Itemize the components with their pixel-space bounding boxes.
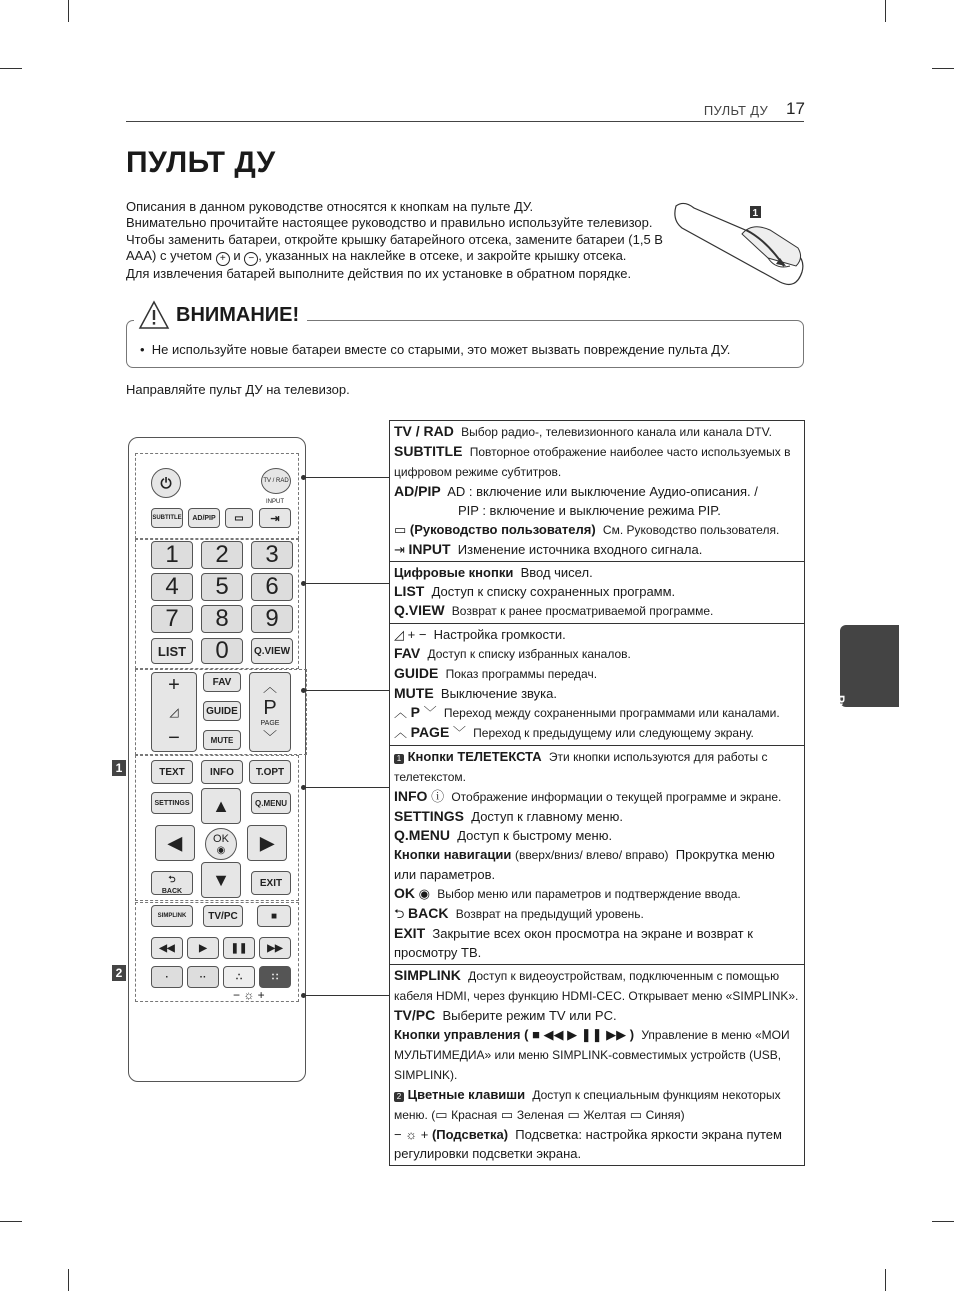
digit-button: 5 (201, 573, 243, 601)
key-description: Ввод чисел. (520, 565, 593, 580)
key-qualifier: (вверх/вниз/ влево/ вправо) (515, 848, 669, 862)
pointer-line (304, 583, 389, 584)
backlight-control: − ☼ + (233, 988, 265, 1002)
fast-forward-button: ▶▶ (259, 937, 291, 959)
ok-dot-icon: ◉ (418, 886, 430, 901)
key-description: Выбор радио-, телевизионного канала или канала DTV. (461, 425, 772, 439)
key-description: PIP : включение и выключение режима PIP. (458, 503, 721, 518)
warning-triangle-icon (138, 300, 170, 330)
input-button: ⇥ (259, 508, 291, 528)
chevron-up-icon: ︿ (394, 725, 408, 740)
page-number: 17 (786, 99, 805, 118)
key-label: Q.MENU (394, 827, 450, 843)
intro-line (126, 248, 686, 266)
info-icon: ⓘ (431, 789, 445, 804)
qview-button: Q.VIEW (251, 638, 293, 664)
intro-text: и (233, 247, 241, 263)
page-label: PAGE (260, 720, 280, 727)
key-label: SIMPLINK (394, 967, 461, 983)
key-label: (Руководство пользователя) (409, 522, 596, 537)
simplink-button: SIMPLINK (151, 905, 193, 927)
rewind-button: ◀◀ (151, 937, 183, 959)
volume-icon: ◿ (169, 705, 179, 719)
fav-button: FAV (203, 672, 241, 692)
intro-line: Для извлечения батарей выполните действия по их установке в обратном порядке. (126, 265, 632, 281)
power-button: ⏻ (151, 468, 181, 498)
key-label: Q.VIEW (394, 602, 445, 618)
key-label: AD/PIP (394, 483, 441, 499)
backlight-icon: − ☼ + (394, 1127, 429, 1142)
key-description: Настройка громкости. (433, 627, 566, 642)
chevron-up-icon: ︿ (394, 705, 408, 720)
crop-mark (68, 1269, 69, 1291)
key-label: MUTE (394, 685, 434, 701)
crop-mark (0, 68, 22, 69)
digit-button: 1 (151, 541, 193, 569)
key-description: Подсветка: настройка яркости экрана путем регулировки подсветки экрана. (394, 1127, 782, 1161)
input-icon: ⇥ (394, 542, 405, 557)
key-description: Управление в меню «МОИ МУЛЬТИМЕДИА» или меню SIMPLINK-совместимых устройств (USB, SIMPLINK). (394, 1028, 790, 1082)
key-label: SUBTITLE (394, 443, 463, 459)
settings-button: SETTINGS (151, 792, 193, 814)
key-label: INPUT (408, 541, 451, 557)
crop-mark (885, 0, 886, 22)
key-label: Цифровые кнопки (394, 565, 514, 580)
page-title: ПУЛЬТ ДУ (126, 146, 276, 179)
caution-text (140, 342, 730, 357)
desc-section-media (390, 965, 804, 1165)
key-label: TV / RAD (394, 423, 454, 439)
intro-line: Внимательно прочитайте настоящее руководство и правильно используйте телевизор. (126, 215, 653, 231)
running-header: ПУЛЬТ ДУ (703, 103, 768, 118)
back-button (151, 871, 193, 895)
color-label: Зеленая (516, 1108, 564, 1122)
key-description: Доступ к быстрому меню. (457, 828, 613, 843)
crop-mark (932, 1221, 954, 1222)
key-description: Доступ к списку сохраненных программ. (431, 584, 676, 599)
key-description: Выберите режим TV или PC. (442, 1008, 617, 1023)
stop-button: ■ (257, 905, 291, 927)
header-rule (126, 121, 804, 122)
digit-button: 2 (201, 541, 243, 569)
intro-line: Описания в данном руководстве относятся к кнопкам на пульте ДУ. (126, 199, 534, 214)
key-description: Закрытие всех окон просмотра на экране и возврат к просмотру ТВ. (394, 926, 753, 960)
key-description: Выбор меню или параметров и подтверждение ввода. (437, 887, 741, 901)
exit-button: EXIT (251, 871, 291, 895)
key-label: INFO (394, 788, 428, 804)
nav-right-button: ▶ (247, 825, 287, 861)
desc-section-top (390, 421, 804, 562)
digit-button-zero: 0 (201, 638, 243, 664)
topt-button: T.OPT (249, 760, 291, 784)
key-description: Прокрутка меню или параметров. (394, 847, 775, 882)
digit-button: 4 (151, 573, 193, 601)
key-description: Отображение информации о текущей программе и экране. (451, 790, 782, 804)
input-label: INPUT (266, 499, 284, 505)
key-label: EXIT (394, 925, 426, 941)
digit-button: 9 (251, 605, 293, 633)
crop-mark (68, 0, 69, 22)
chevron-down-icon: ﹀ (263, 729, 277, 745)
crop-mark (885, 1269, 886, 1291)
key-description: Выключение звука. (440, 686, 557, 701)
key-description: Переход между сохраненными программами или каналами. (443, 706, 780, 720)
desc-section-numbers (390, 562, 804, 624)
key-description: Доступ к списку избранных каналов. (427, 647, 631, 661)
key-label: P (410, 704, 420, 720)
subtitle-button: SUBTITLE (151, 508, 183, 528)
play-button: ▶ (187, 937, 219, 959)
chevron-up-icon: ︿ (263, 679, 277, 695)
intro-text: AAA) с учетом (126, 247, 213, 263)
pointer-line (304, 995, 389, 996)
user-guide-icon: ▭ (394, 522, 407, 537)
battery-marker: 1 (752, 208, 759, 219)
program-p-label: P (263, 697, 277, 719)
battery-cover-illustration (672, 200, 812, 296)
key-label: FAV (394, 645, 421, 661)
key-label: TV/PC (394, 1007, 436, 1023)
key-label: BACK (408, 905, 449, 921)
language-side-tab (833, 625, 899, 744)
desc-section-volume (390, 624, 804, 746)
desc-section-navigation (390, 746, 804, 965)
info-button: INFO (201, 760, 243, 784)
marker-2-icon: 2 (394, 1092, 404, 1102)
red-key-icon: ▭ (435, 1107, 448, 1122)
color-label: Красная (451, 1108, 498, 1122)
pointer-dot (301, 785, 306, 790)
pointer-line (304, 477, 389, 478)
key-description: Повторное отображение наиболее часто используемых в цифровом режиме субтитров. (394, 445, 791, 479)
guide-button: GUIDE (203, 701, 241, 721)
crop-mark (0, 1221, 22, 1222)
pointer-line (304, 690, 389, 691)
tv-rad-button: TV / RAD (261, 468, 291, 494)
color-label: Синяя (645, 1108, 681, 1122)
pointer-dot (301, 993, 306, 998)
program-page-rocker (249, 672, 291, 752)
intro-text: , указанных на наклейке в отсеке, и закройте крышку отсека. (258, 247, 627, 263)
key-description: Переход к предыдущему или следующему экрану. (473, 726, 754, 740)
key-description: Доступ к специальным функциям некоторых меню. ( (394, 1088, 781, 1122)
blue-key-button: ∷ (259, 966, 291, 988)
chevron-down-icon: ﹀ (423, 705, 437, 720)
key-description: Показ программы передач. (445, 667, 598, 681)
chevron-down-icon: ﹀ (452, 725, 466, 740)
key-label: PAGE (410, 724, 450, 740)
ok-dot-icon: ◉ (216, 844, 226, 856)
key-label: Цветные клавиши (407, 1087, 526, 1102)
ad-pip-button: AD/PIP (188, 508, 220, 528)
key-description: Возврат к ранее просматриваемой программе. (451, 604, 714, 618)
intro-line: Чтобы заменить батареи, откройте крышку батарейного отсека, замените батареи (1,5 В (126, 231, 663, 247)
volume-rocker (151, 672, 197, 752)
nav-down-button: ▼ (201, 862, 241, 898)
mute-button: MUTE (203, 730, 241, 750)
minus-icon: − (168, 727, 180, 749)
pointer-dot (301, 581, 306, 586)
key-label: SETTINGS (394, 808, 465, 824)
qmenu-button: Q.MENU (251, 792, 291, 814)
key-description: Эти кнопки используются для работы с телетекстом. (394, 750, 768, 784)
pause-button: ❚❚ (223, 937, 255, 959)
digit-button: 7 (151, 605, 193, 633)
digit-button: 6 (251, 573, 293, 601)
caution-sentence: Не используйте новые батареи вместе со старыми, это может вызвать повреждение пульта ДУ. (151, 342, 731, 357)
red-key-button: · (151, 966, 183, 988)
side-tab-label: Русский (833, 695, 847, 744)
key-description: Возврат на предыдущий уровень. (455, 907, 644, 921)
crop-mark (932, 68, 954, 69)
ok-label: OK (213, 832, 229, 845)
marker-1-icon: 1 (394, 754, 404, 764)
marker-2: 2 (112, 965, 126, 981)
key-description: ) (680, 1108, 685, 1122)
yellow-key-icon: ▭ (567, 1107, 580, 1122)
key-description: AD : включение или выключение Аудио-описания. / (447, 484, 758, 499)
button-description-table (389, 420, 805, 1166)
back-label: BACK (161, 887, 183, 895)
marker-1: 1 (112, 760, 126, 776)
bullet: • (140, 342, 145, 357)
intro-paragraph (126, 199, 686, 282)
green-key-button: ·· (187, 966, 219, 988)
plus-icon: + (168, 674, 180, 696)
pointer-dot (301, 688, 306, 693)
key-label: LIST (394, 583, 425, 599)
digit-button: 8 (201, 605, 243, 633)
key-label: GUIDE (394, 665, 439, 681)
key-description: Доступ к видеоустройствам, подключенным с помощью кабеля HDMI, через функцию HDMI-CEC. Открывает меню «SIMPLINK». (394, 969, 799, 1003)
minus-icon: − (244, 252, 258, 266)
color-label: Желтая (583, 1108, 627, 1122)
green-key-icon: ▭ (500, 1107, 514, 1122)
back-arrow-icon: ⮌ (168, 873, 176, 884)
key-label: Кнопки навигации (394, 847, 512, 862)
remote-control-illustration (128, 437, 306, 1082)
caution-header (134, 300, 307, 330)
caution-title: ВНИМАНИЕ! (176, 303, 300, 326)
volume-plus-minus-icon: ◿ + − (394, 627, 427, 642)
blue-key-icon: ▭ (629, 1107, 643, 1122)
key-description: Доступ к главному меню. (471, 809, 623, 824)
media-controls-icon: ■ ◀◀ ▶ ❚❚ ▶▶ (528, 1027, 630, 1042)
back-arrow-icon: ⮌ (394, 906, 405, 921)
key-label: (Подсветка) (431, 1127, 509, 1142)
yellow-key-button: ∴ (223, 966, 255, 988)
key-label: OK (394, 885, 415, 901)
pointer-line (304, 787, 389, 788)
key-label: Кнопки ТЕЛЕТЕКСТА (407, 749, 542, 764)
tvpc-button: TV/PC (203, 905, 243, 927)
pointer-dot (301, 475, 306, 480)
aim-instruction: Направляйте пульт ДУ на телевизор. (126, 382, 350, 397)
text-button: TEXT (151, 760, 193, 784)
list-button: LIST (151, 638, 193, 664)
nav-up-button: ▲ (201, 788, 241, 824)
plus-icon: + (216, 252, 230, 266)
key-label: ) (629, 1027, 635, 1042)
key-description: См. Руководство пользователя. (602, 523, 780, 537)
ok-button (205, 828, 237, 860)
digit-button: 3 (251, 541, 293, 569)
key-label: Кнопки управления ( (394, 1027, 529, 1042)
nav-left-button: ◀ (155, 825, 195, 861)
key-description: Изменение источника входного сигнала. (457, 542, 703, 557)
user-guide-button: ▭ (225, 508, 253, 528)
